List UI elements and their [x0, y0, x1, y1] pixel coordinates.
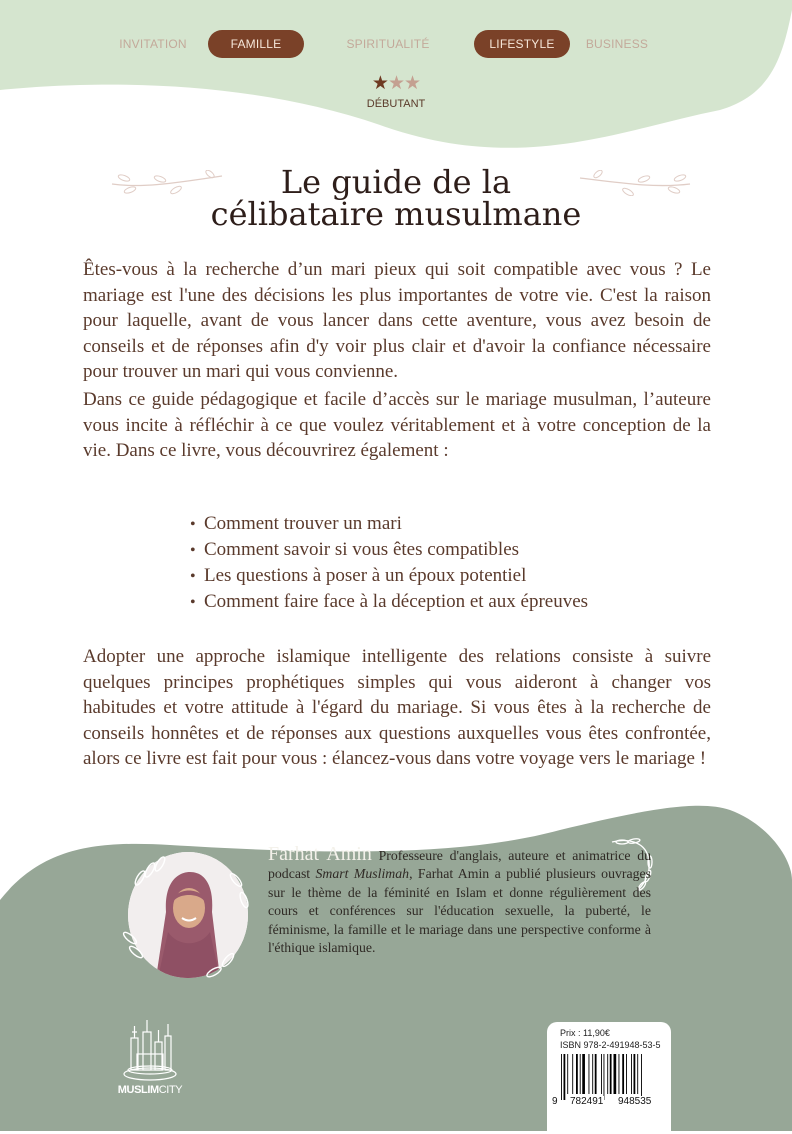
mosque-city-icon — [105, 1018, 195, 1084]
tag-famille[interactable]: FAMILLE — [208, 30, 304, 58]
barcode-bar — [637, 1054, 638, 1094]
barcode-bars — [561, 1054, 673, 1102]
podcast-name: Smart Muslimah — [315, 866, 410, 882]
barcode-bar — [619, 1054, 620, 1094]
title-line-2: célibataire musulmane — [210, 195, 582, 233]
rating-stars — [0, 74, 792, 94]
list-item: • Comment savoir si vous êtes compatibles — [190, 537, 588, 563]
barcode-digits-left: 782491 — [570, 1096, 604, 1107]
star-empty-icon: ★ — [404, 73, 421, 94]
barcode-bar — [607, 1054, 608, 1094]
barcode-bar — [641, 1054, 642, 1100]
topics-list — [190, 511, 588, 615]
level-label: DÉBUTANT — [366, 98, 426, 110]
author-name: Farhat Amin — [268, 843, 372, 865]
title-line-1: Le guide de la — [280, 163, 512, 201]
barcode-bar — [582, 1054, 585, 1094]
publisher-logo — [105, 1018, 195, 1108]
tag-invitation[interactable]: INVITATION — [119, 37, 187, 51]
barcode-bar — [580, 1054, 581, 1094]
closing-paragraph: Adopter une approche islamique intelligente des relations consiste à suivre quelques principes prophétiques simples qui vous aideront à changer vos habitudes et votre attitude à l'égard du mariage. Si vous êtes à la recherche de conseils honnêtes et de réponses aux questions auxquelles vous êtes confrontée, alors ce livre est fait pour vous : élancez-vous dans votre voyage vers le mariage ! — [83, 646, 711, 769]
book-title — [0, 163, 792, 233]
barcode-bar — [576, 1054, 578, 1094]
barcode-bar — [601, 1054, 602, 1094]
barcode-bar — [634, 1054, 636, 1094]
barcode-digits-right: 948535 — [618, 1096, 652, 1107]
author-bio — [268, 845, 651, 957]
barcode-bar — [592, 1054, 593, 1094]
barcode-bar — [595, 1054, 597, 1094]
barcode-bar — [631, 1054, 632, 1094]
bio-text-start: Professeure d'anglais, auteure et animatrice du podcast — [268, 848, 652, 882]
star-empty-icon: ★ — [387, 73, 405, 94]
barcode-bar — [572, 1054, 573, 1094]
barcode-label — [547, 1022, 671, 1134]
tag-business[interactable]: BUSINESS — [585, 37, 649, 51]
barcode-bar — [604, 1054, 605, 1100]
list-item: • Comment trouver un mari — [190, 511, 588, 537]
barcode-bar — [567, 1054, 568, 1094]
barcode-bar — [610, 1054, 612, 1094]
tag-spiritualite[interactable]: SPIRITUALITÉ — [346, 37, 430, 51]
tag-lifestyle[interactable]: LIFESTYLE — [474, 30, 570, 58]
bio-text-end: , Farhat Amin a publié plusieurs ouvrages sur le thème de la féminité en Islam et donne régulièrement des cours et conférences sur l'éducation sexuelle, la puberté, le féminisme, la famille et le mariage dans une perspective conforme à l'éthique islamique. — [268, 866, 651, 956]
barcode-bar — [626, 1054, 627, 1094]
list-item: • Comment faire face à la déception et aux épreuves — [190, 589, 588, 615]
intro-paragraph: Êtes-vous à la recherche d’un mari pieux qui soit compatible avec vous ? Le mariage est l'une des décisions les plus importantes de votre vie. C'est la raison pour laquelle, avant de vous lancer dans cette aventure, vous avez besoin de conseils et de réponses afin d'y voir plus clair et d'avoir la confiance nécessaire pour trouver un mari qui vous convienne. — [83, 259, 711, 382]
barcode-bar — [561, 1054, 562, 1100]
publisher-name: MUSLIMCITY — [117, 1084, 183, 1096]
barcode-digit-first: 9 — [552, 1096, 558, 1107]
isbn: ISBN 978-2-491948-53-5 — [560, 1040, 661, 1050]
guide-paragraph: Dans ce guide pédagogique et facile d’accès sur le mariage musulman, l’auteure vous incite à réfléchir à ce que voulez véritablement et à votre conception de la vie. Dans ce livre, vous découvrirez également : — [83, 389, 711, 461]
laurel-wreath-icon — [118, 840, 263, 990]
price: Prix : 11,90€ — [560, 1028, 610, 1038]
barcode-bar — [564, 1054, 566, 1100]
star-filled-icon: ★ — [371, 73, 388, 94]
difficulty-level — [0, 74, 792, 110]
barcode-bar — [589, 1054, 590, 1094]
category-tags — [0, 30, 792, 58]
list-item: • Les questions à poser à un époux potentiel — [190, 563, 588, 589]
barcode-bar — [622, 1054, 624, 1094]
barcode-bar — [614, 1054, 617, 1094]
